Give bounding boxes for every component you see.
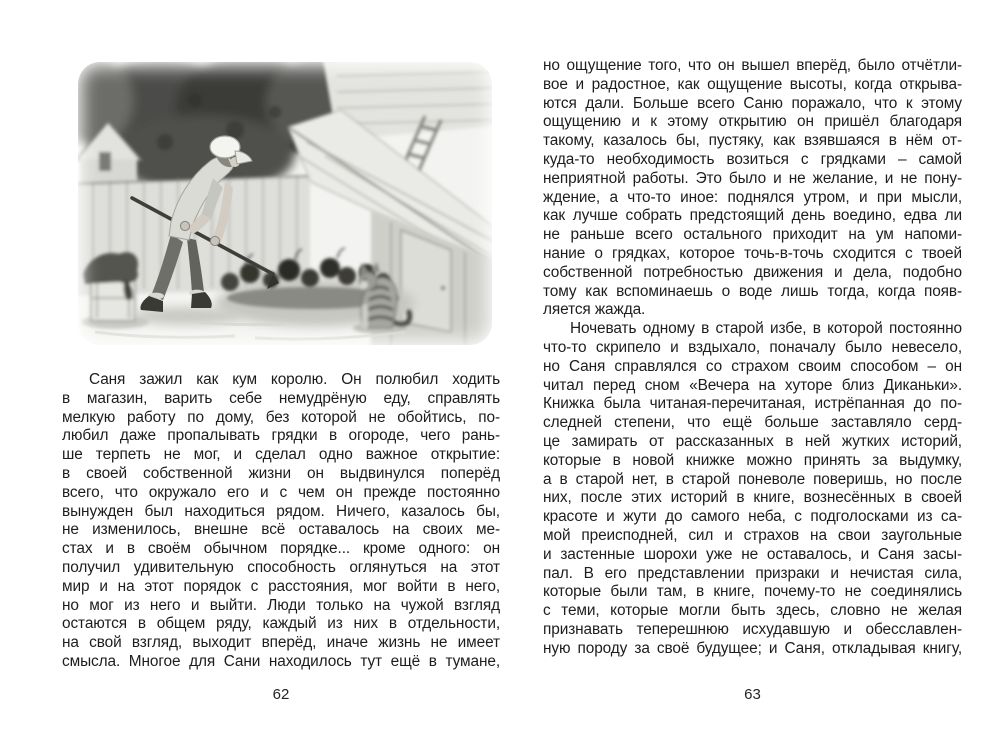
text-line: как лучше собрать предстоящий день воедино, едва ли: [543, 207, 962, 225]
text-line: не изменилось, внешне всё оставалось на своих ме-: [62, 521, 500, 539]
illustration-garden-hoeing-scene: [75, 60, 495, 348]
text-line: пал. В его представлении призраки и нечистая сила,: [543, 564, 962, 582]
text-line: но мог из него и выйти. Люди только на чужой взгляд: [62, 596, 500, 614]
text-line: с теми, которые могли быть здесь, словно не желая: [543, 602, 962, 620]
text-line: ждение, а что-то иное: поднялся утром, и при мысли,: [543, 188, 962, 206]
text-line: и застенные шорохи уже не оставалось, и Саня засы-: [543, 545, 962, 563]
text-line: ощущению и к этому открытию он пришёл благодаря: [543, 113, 962, 131]
illustration-canvas: [75, 60, 495, 348]
text-line: но ощущение того, что он вышел вперёд, было отчётли-: [543, 57, 962, 74]
text-line: которые в новой книжке можно принять за выдумку,: [543, 451, 962, 469]
right-text-column: [543, 57, 962, 659]
text-line: це замирать от рассказанных в ней жутких историй,: [543, 432, 962, 450]
text-line: такому, казалось бы, пустяку, как взявшаяся в нём от-: [543, 132, 962, 150]
text-line: получил удивительную способность оглянуться на этот: [62, 558, 500, 576]
text-line: ляется жажда.: [543, 301, 646, 319]
text-line: а в старой нет, в старой поневоле поверишь, но после: [543, 470, 962, 488]
text-line: собственной потребностью движения и дела, подобно: [543, 263, 962, 281]
text-line: ше терпеть не мог, и сделал одно важное открытие:: [62, 446, 500, 464]
text-line: которые были там, в книге, почему-то не соединялись: [543, 583, 962, 601]
text-line: всего, что окружало его и с чем он прежде постоянно: [62, 483, 500, 501]
text-line: Ночевать одному в старой избе, в которой постоянно: [570, 320, 962, 338]
text-line: красоте и жути до самого неба, с подголосками из са-: [543, 508, 962, 526]
text-line: Книжка была читаная-перечитаная, истрёпанная до по-: [543, 395, 962, 413]
text-line: мелкую работу по дому, без которой не обойтись, по-: [62, 408, 500, 426]
text-line: вое и радостное, как ощущение высоты, когда открыва-: [543, 75, 962, 93]
cat-leg: [362, 304, 368, 329]
text-line: в своей собственной жизни он выдвинулся поперёд: [62, 464, 500, 482]
left-page-number: 62: [272, 686, 290, 703]
hand: [180, 221, 189, 230]
text-line: любил даже пропалывать грядки в огороде, чего рань-: [62, 427, 500, 445]
text-line: тому как вспоминаешь о воде лишь тогда, когда появ-: [543, 282, 962, 300]
text-line: признавать теперешнюю исхудавшую и обесславлен-: [543, 620, 962, 638]
text-line: ную породу за своё будущее; и Саня, откладывая книгу,: [543, 639, 962, 657]
text-line: что-то скрипело и вздыхало, поначалу было невесело,: [543, 338, 962, 356]
text-line: куда-то необходимость возиться с грядками – самой: [543, 150, 962, 168]
hand: [210, 236, 219, 245]
text-line: них, после этих историй в книге, вознесённых в своей: [543, 489, 962, 507]
text-line: нание о грядках, которое точь-в-точь сходится с твоей: [543, 244, 962, 262]
text-line: но Саня справлялся со страхом своим способом – он: [543, 357, 962, 375]
text-line: стах и в своём обычном порядке... кроме одного: он: [62, 540, 500, 558]
text-line: на свой взгляд, выходит вперёд, иначе жизнь не имеет: [62, 634, 500, 652]
text-line: неприятной работы. Это было и не желание, и не пону-: [543, 169, 962, 187]
right-page-number: 63: [744, 686, 761, 703]
text-line: в магазин, варить себе немудрёную еду, справлять: [62, 389, 500, 407]
left-text-column: [62, 371, 500, 672]
text-line: мой преисподней, сил и страхов на свои заугольные: [543, 526, 962, 544]
text-line: остаются в общем ряду, каждый из них в отдельности,: [62, 615, 500, 633]
text-line: смысла. Многое для Сани находилось тут ещё в тумане,: [62, 652, 500, 670]
text-line: не раньше всего остального приходит на ум напоми-: [543, 226, 962, 244]
text-line: вынужден был находиться рядом. Ничего, казалось бы,: [62, 502, 500, 520]
text-line: мир и на этот порядок с расстояния, мог войти в него,: [62, 577, 500, 595]
text-line: следней степени, что ещё больше заставляло серд-: [543, 414, 962, 432]
text-line: ются дали. Больше всего Саню поражало, что к этому: [543, 94, 962, 112]
text-line: читал перед сном «Вечера на хуторе близ Диканьки».: [543, 376, 962, 394]
text-line: Саня зажил как кум королю. Он полюбил ходить: [89, 371, 500, 388]
